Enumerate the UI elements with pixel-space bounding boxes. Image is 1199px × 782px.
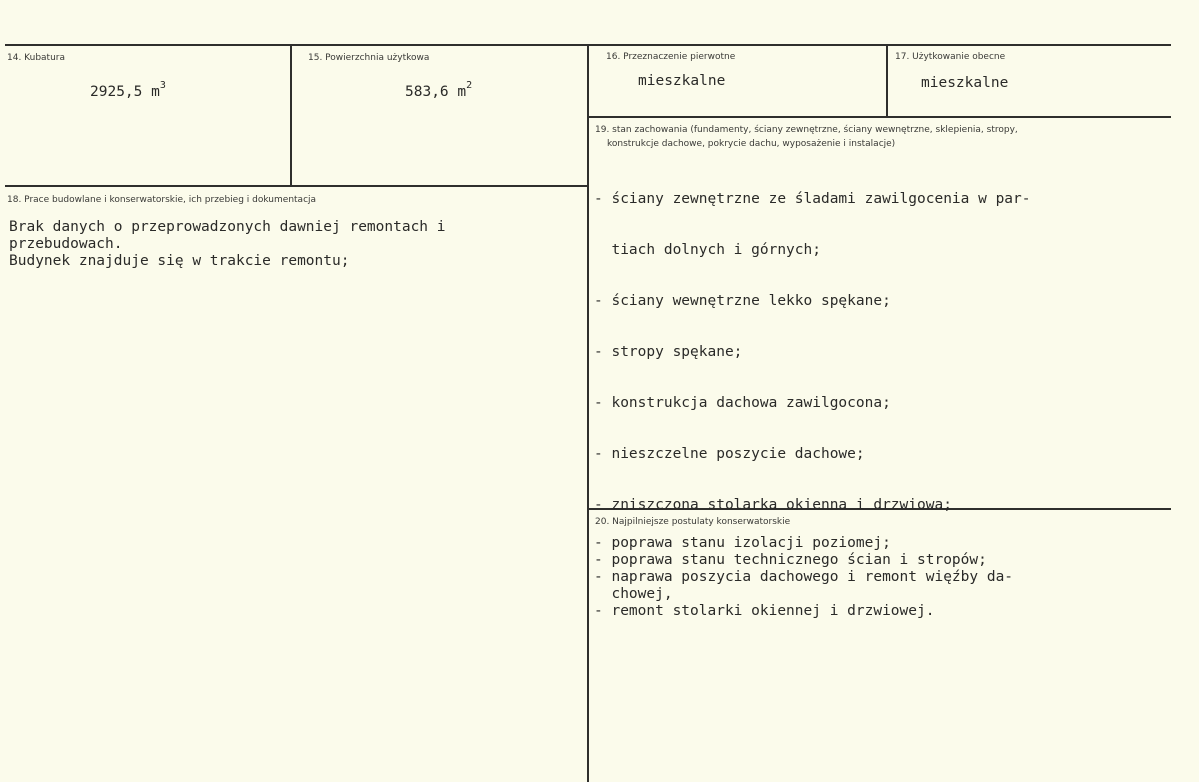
field-15-value — [405, 79, 472, 101]
vertical-divider-14-15 — [290, 46, 292, 186]
field-19-text — [594, 157, 1031, 531]
cubature-value: 2925,5 m — [90, 83, 160, 100]
field-19-label-line-2: konstrukcje dachowe, pokrycie dachu, wyposażenie i instalacje) — [607, 139, 896, 149]
field-18-line: przebudowach. — [9, 236, 123, 252]
field-19-line: - zniszczona stolarka okienna i drzwiowa; — [594, 497, 952, 513]
field-14-value — [90, 79, 166, 101]
field-20-line: - poprawa stanu technicznego ścian i stropów; — [594, 552, 987, 568]
usable-area-unit-exponent: 2 — [466, 80, 473, 91]
usable-area-value: 583,6 m — [405, 83, 467, 100]
field-20-text — [594, 535, 1013, 620]
field-20-line: - remont stolarki okiennej i drzwiowej. — [594, 603, 935, 619]
cubature-unit-exponent: 3 — [159, 80, 166, 91]
vertical-divider-16-17 — [886, 46, 888, 116]
field-14-label: 14. Kubatura — [7, 53, 66, 63]
field-19-line: - stropy spękane; — [594, 344, 743, 360]
rule-under-14-15 — [5, 185, 587, 187]
field-16-label: 16. Przeznaczenie pierwotne — [606, 52, 736, 62]
field-18-line: Brak danych o przeprowadzonych dawniej remontach i — [9, 219, 446, 235]
field-19-line: - ściany wewnętrzne lekko spękane; — [594, 293, 891, 309]
field-17-label: 17. Użytkowanie obecne — [895, 52, 1006, 62]
field-15-label: 15. Powierzchnia użytkowa — [308, 53, 430, 63]
field-19-line: tiach dolnych i górnych; — [594, 242, 821, 258]
field-20-label: 20. Najpilniejsze postulaty konserwatorskie — [595, 517, 791, 527]
field-17-value: mieszkalne — [921, 75, 1009, 91]
field-16-value: mieszkalne — [638, 73, 726, 89]
field-19-label-line-1: 19. stan zachowania (fundamenty, ściany zewnętrzne, ściany wewnętrzne, sklepienia, stropy, — [595, 125, 1018, 135]
field-18-line: Budynek znajduje się w trakcie remontu; — [9, 253, 350, 269]
field-20-line: - naprawa poszycia dachowego i remont więźby da- — [594, 569, 1014, 585]
field-18-text — [9, 219, 446, 270]
field-19-line: - ściany zewnętrzne ze śladami zawilgocenia w par- — [594, 191, 1031, 207]
field-20-line: - poprawa stanu izolacji poziomej; — [594, 535, 891, 551]
vertical-divider-main — [587, 46, 589, 782]
field-20-line: chowej, — [594, 586, 673, 602]
rule-under-16-17 — [589, 116, 1171, 118]
field-19-line: - konstrukcja dachowa zawilgocona; — [594, 395, 891, 411]
field-19-line: - nieszczelne poszycie dachowe; — [594, 446, 865, 462]
field-18-label: 18. Prace budowlane i konserwatorskie, ich przebieg i dokumentacja — [7, 195, 317, 205]
